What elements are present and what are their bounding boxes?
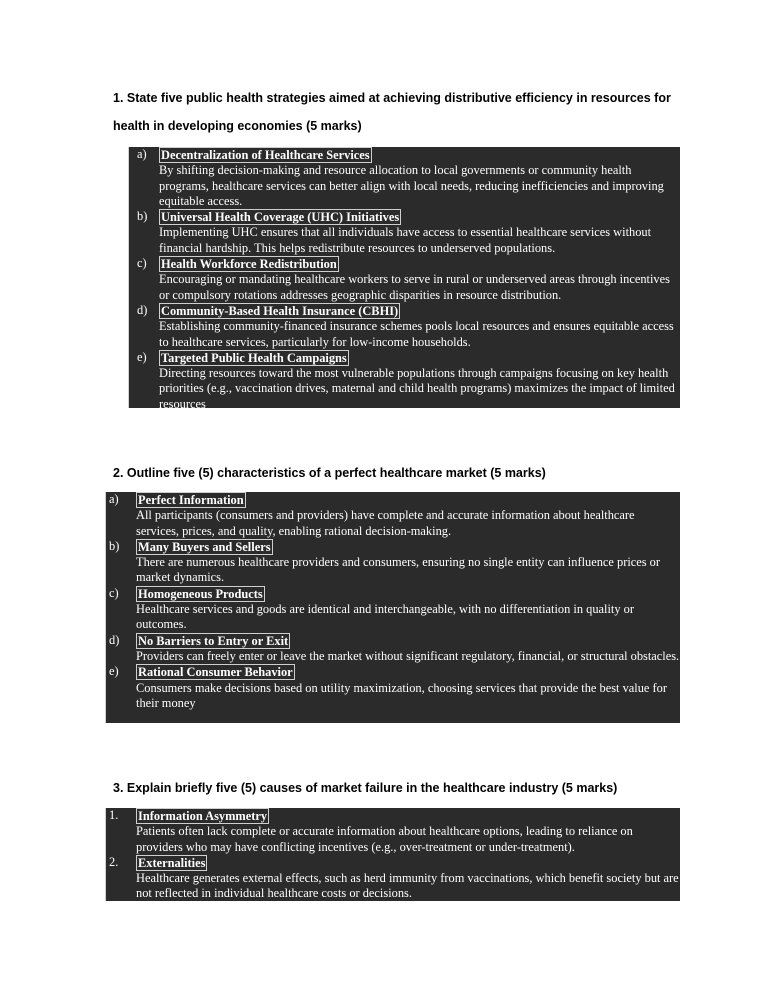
item-text: By shifting decision-making and resource allocation to local governments or community health programs, healthcare services can better align with local needs, reducing inefficiencies and improving equitable access. xyxy=(159,163,664,208)
item-text: Consumers make decisions based on utility maximization, choosing services that provide the best value for their money xyxy=(136,680,667,710)
item-text: Directing resources toward the most vulnerable populations through campaigns focusing on key health priorities (e.g., vaccination drives, maternal and child health programs) maximizes the impact of limited resources xyxy=(159,366,675,411)
item-text: There are numerous healthcare providers and consumers, ensuring no single entity can influence prices or market dynamics. xyxy=(136,555,661,585)
item-marker: b) xyxy=(109,538,120,553)
item-heading: Community-Based Health Insurance (CBHI) xyxy=(161,303,399,318)
item-heading: Many Buyers and Sellers xyxy=(138,539,271,554)
list-item xyxy=(129,350,680,412)
item-text: Healthcare generates external effects, such as herd immunity from vaccinations, which benefit society but are not reflected in individual healthcare costs or decisions. xyxy=(136,871,679,901)
list-item xyxy=(129,209,680,256)
list-item xyxy=(106,586,680,633)
list-item xyxy=(129,303,680,350)
list-item xyxy=(106,664,680,711)
item-marker: 1. xyxy=(109,808,119,822)
item-heading: Homogeneous Products xyxy=(138,586,263,601)
item-heading: Rational Consumer Behavior xyxy=(138,665,293,680)
answer-block-1 xyxy=(128,147,680,411)
item-heading: Health Workforce Redistribution xyxy=(161,257,337,272)
item-marker: c) xyxy=(137,256,147,271)
item-text: Patients often lack complete or accurate information about healthcare options, leading to reliance on providers who may have conflicting incentives (e.g., over-treatment or under-treatment). xyxy=(136,824,633,854)
list-item xyxy=(129,256,680,303)
list-item xyxy=(106,633,680,665)
item-heading: Information Asymmetry xyxy=(138,809,268,823)
item-text: Healthcare services and goods are identical and interchangeable, with no differentiation in quality or outcomes. xyxy=(136,602,634,632)
question-2-title: 2. Outline five (5) characteristics of a perfect healthcare market (5 marks) xyxy=(113,466,546,480)
list-item xyxy=(106,539,680,586)
item-marker: a) xyxy=(137,147,147,161)
answer-block-3 xyxy=(105,808,680,901)
question-3-title: 3. Explain briefly five (5) causes of market failure in the healthcare industry (5 marks) xyxy=(113,781,618,795)
item-text: Implementing UHC ensures that all individuals have access to essential healthcare services without financial hardship. This helps redistribute resources to underserved populations. xyxy=(159,225,652,255)
item-heading: No Barriers to Entry or Exit xyxy=(138,633,289,648)
item-marker: a) xyxy=(109,492,119,506)
item-text: All participants (consumers and providers) have complete and accurate information about healthcare services, prices, and quality, enabling rational decision-making. xyxy=(136,508,635,538)
list-item xyxy=(106,492,680,539)
item-heading: Decentralization of Healthcare Services xyxy=(161,148,370,162)
item-marker: c) xyxy=(109,585,119,600)
item-heading: Externalities xyxy=(138,855,206,870)
item-marker: b) xyxy=(137,209,148,224)
item-text: Encouraging or mandating healthcare workers to serve in rural or underserved areas through incentives or compulsory rotations addresses geographic disparities in resource distribution. xyxy=(159,272,670,302)
item-marker: e) xyxy=(137,349,147,364)
item-marker: d) xyxy=(137,302,148,317)
answer-block-2 xyxy=(105,492,680,723)
item-heading: Perfect Information xyxy=(138,493,244,507)
item-text: Providers can freely enter or leave the market without significant regulatory, financial, or structural obstacles. xyxy=(136,648,680,663)
item-marker: 2. xyxy=(109,854,119,869)
item-marker: d) xyxy=(109,632,120,647)
list-item xyxy=(106,855,680,902)
item-heading: Targeted Public Health Campaigns xyxy=(161,350,347,365)
list-item xyxy=(129,147,680,209)
question-1-title: 1. State five public health strategies aimed at achieving distributive efficiency in resources for health in developing economies (5 marks) xyxy=(113,91,671,133)
list-item xyxy=(106,808,680,855)
item-marker: e) xyxy=(109,664,119,679)
item-heading: Universal Health Coverage (UHC) Initiatives xyxy=(161,210,400,225)
item-text: Establishing community-financed insurance schemes pools local resources and ensures equitable access to healthcare services, particularly for low-income households. xyxy=(159,319,674,349)
